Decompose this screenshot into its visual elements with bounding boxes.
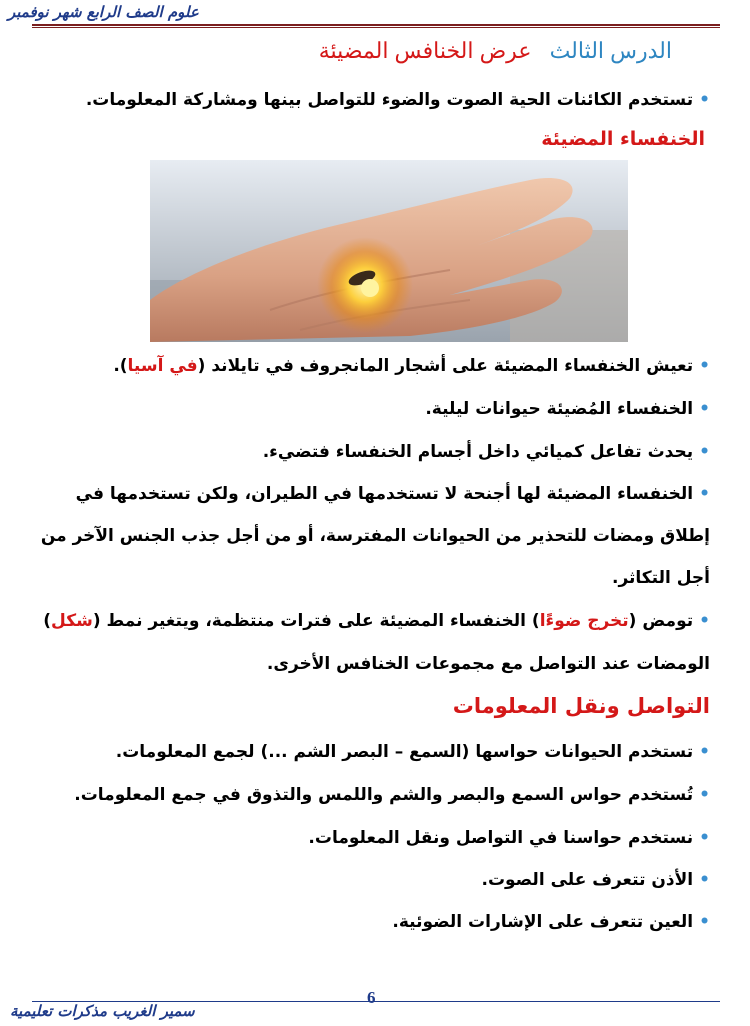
lesson-name: عرض الخنافس المضيئة [318, 38, 532, 63]
bullet-dot-icon: • [699, 399, 710, 419]
bullet-dot-icon: • [699, 356, 710, 376]
firefly-hand-illustration [150, 160, 628, 342]
list-item: •تعيش الخنفساء المضيئة على أشجار المانجروف في تايلاند (في آسيا). [113, 356, 710, 376]
bullet-dot-icon: • [699, 870, 710, 890]
lesson-title [319, 38, 672, 64]
list-item: •نستخدم حواسنا في التواصل ونقل المعلومات. [308, 828, 710, 848]
bullet-dot-icon: • [699, 90, 710, 110]
list-item: •تستخدم الحيوانات حواسها (السمع – البصر الشم ...) لجمع المعلومات. [115, 742, 710, 762]
firefly-photo [150, 160, 628, 342]
highlight-red: شكل [51, 611, 93, 631]
highlight-red: تخرج ضوءًا [539, 611, 629, 631]
list-item-continuation: إطلاق ومضات للتحذير من الحيوانات المفترسة، أو من أجل جذب الجنس الآخر من [40, 526, 710, 546]
bullet-dot-icon: • [699, 742, 710, 762]
header-title: علوم الصف الرابع شهر نوفمبر [8, 3, 199, 21]
list-item: •تُستخدم حواس السمع والبصر والشم واللمس والتذوق في جمع المعلومات. [74, 785, 710, 805]
lesson-number: الدرس الثالث [549, 38, 672, 63]
bullet-dot-icon: • [699, 611, 710, 631]
bullet-dot-icon: • [699, 484, 710, 504]
list-item: •الخنفساء المضيئة لها أجنحة لا تستخدمها في الطيران، ولكن تستخدمها في [75, 484, 710, 504]
page-number: 6 [367, 988, 376, 1007]
header-divider-thin [32, 27, 720, 28]
list-item-continuation: الومضات عند التواصل مع مجموعات الخنافس الأخرى. [266, 654, 710, 674]
bullet-dot-icon: • [699, 785, 710, 805]
bullet-dot-icon: • [699, 912, 710, 932]
list-item: •العين تتعرف على الإشارات الضوئية. [392, 912, 710, 932]
bullet-dot-icon: • [699, 442, 710, 462]
intro-text: تستخدم الكائنات الحية الصوت والضوء للتواصل بينها ومشاركة المعلومات. [85, 90, 694, 110]
footer-credit: سمير الغريب مذكرات تعليمية [10, 1002, 195, 1020]
list-item: •الخنفساء المُضيئة حيوانات ليلية. [425, 399, 710, 419]
intro-bullet [86, 90, 710, 110]
section-heading-communication: التواصل ونقل المعلومات [452, 694, 710, 718]
bullet-dot-icon: • [699, 828, 710, 848]
list-item: •يحدث تفاعل كميائي داخل أجسام الخنفساء فتضيء. [262, 442, 710, 462]
list-item-continuation: أجل التكاثر. [611, 568, 710, 588]
section-heading-firefly: الخنفساء المضيئة [541, 128, 705, 150]
highlight-red: في آسيا [127, 356, 198, 376]
header-divider [32, 24, 720, 26]
list-item: •الأذن تتعرف على الصوت. [481, 870, 710, 890]
list-item: •تومض (تخرج ضوءًا) الخنفساء المضيئة على فترات منتظمة، ويتغير نمط (شكل) [43, 611, 710, 631]
